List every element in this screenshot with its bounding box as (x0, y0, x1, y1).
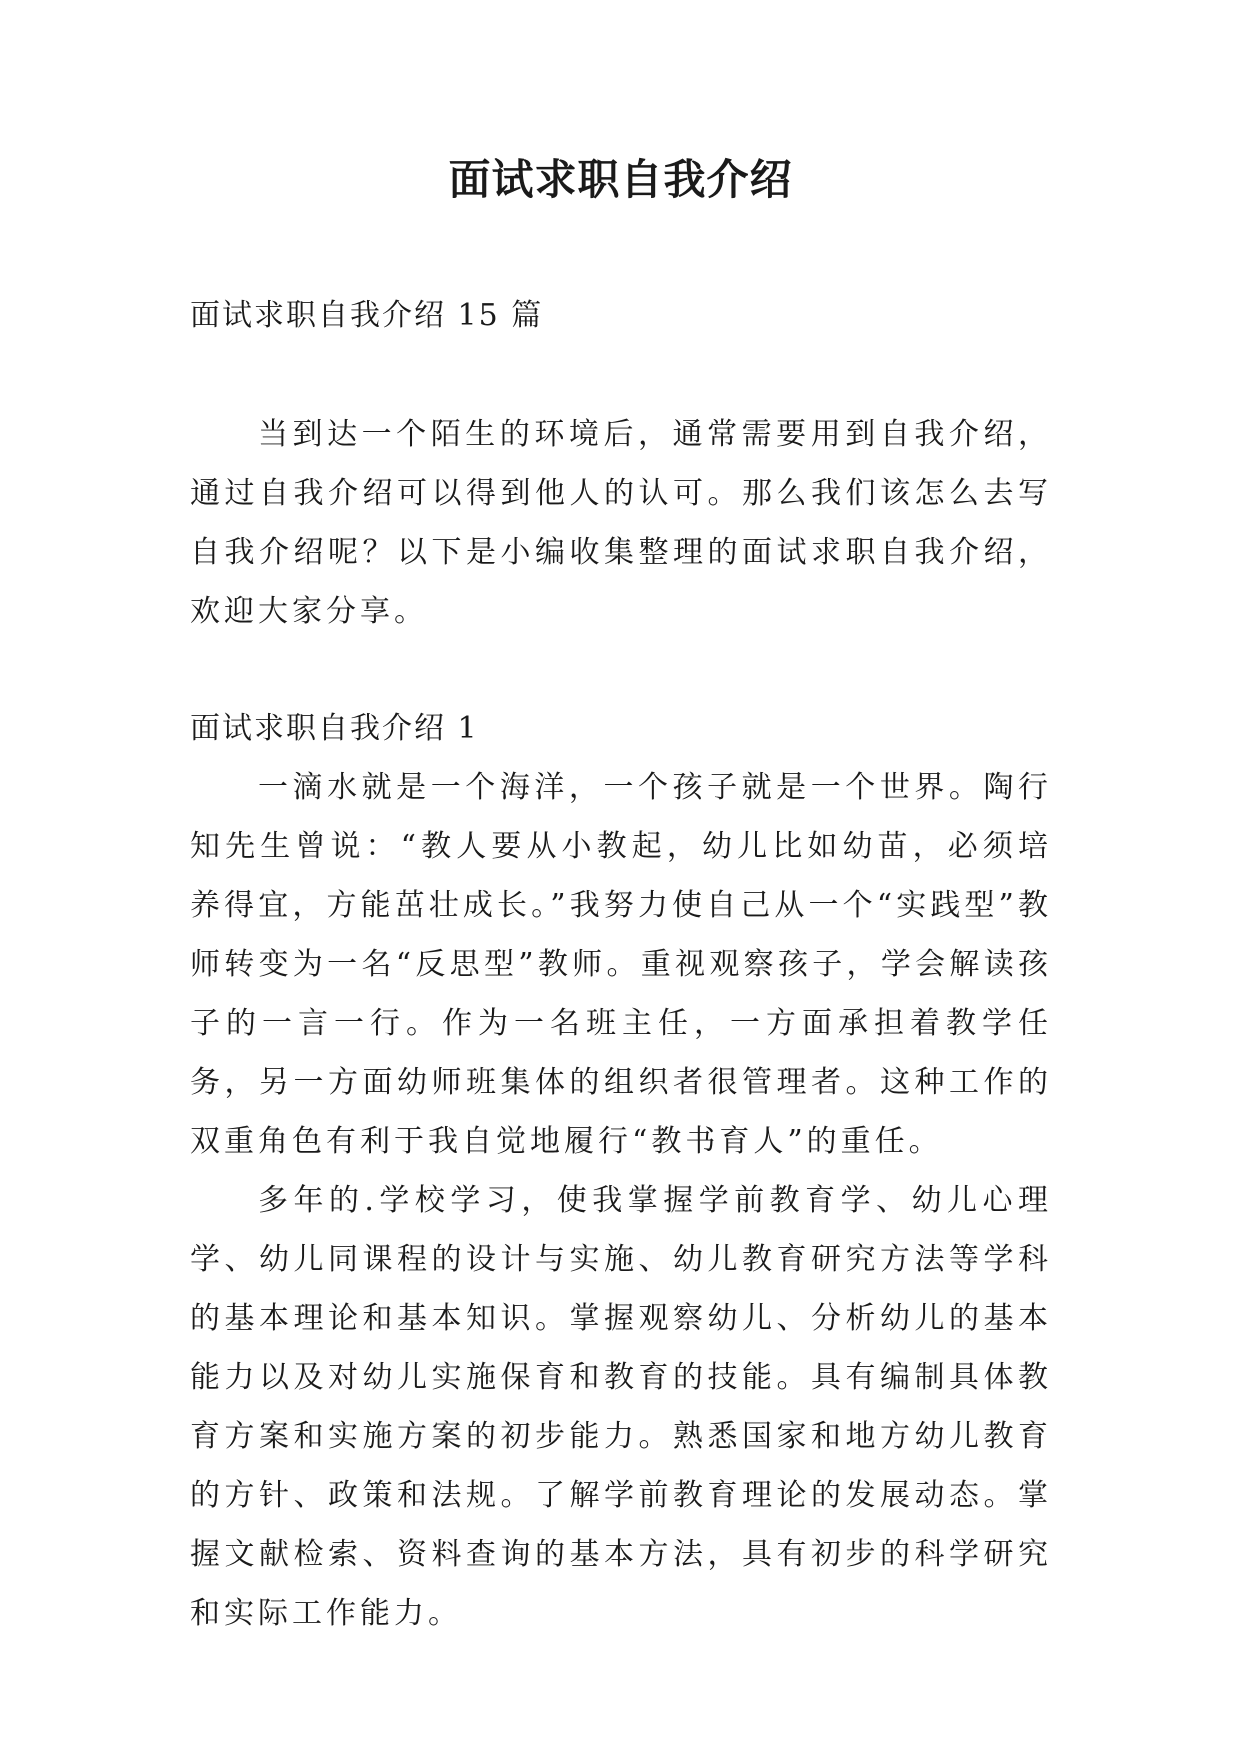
intro-paragraph: 当到达一个陌生的环境后，通常需要用到自我介绍，通过自我介绍可以得到他人的认可。那么我们该怎么去写自我介绍呢？以下是小编收集整理的面试求职自我介绍，欢迎大家分享。 (190, 417, 1052, 629)
document-title: 面试求职自我介绍 (448, 155, 793, 204)
spacer (190, 345, 1052, 405)
body-paragraph: 多年的.学校学习，使我掌握学前教育学、幼儿心理学、幼儿同课程的设计与实施、幼儿教育研究方法等学科的基本理论和基本知识。掌握观察幼儿、分析幼儿的基本能力以及对幼儿实施保育和教育的技能。具有编制具体教育方案和实施方案的初步能力。熟悉国家和地方幼儿教育的方针、政策和法规。了解学前教育理论的发展动态。掌握文献检索、资料查询的基本方法，具有初步的科学研究和实际工作能力。 (190, 1183, 1052, 1631)
section-heading: 面试求职自我介绍 1 (190, 711, 479, 746)
body-paragraph: 一滴水就是一个海洋，一个孩子就是一个世界。陶行知先生曾说：“教人要从小教起，幼儿比如幼苗，必须培养得宜，方能茁壮成长。”我努力使自己从一个“实践型”教师转变为一名“反思型”教师。重视观察孩子，学会解读孩子的一言一行。作为一名班主任，一方面承担着教学任务，另一方面幼师班集体的组织者很管理者。这种工作的双重角色有利于我自觉地履行“教书育人”的重任。 (190, 770, 1052, 1159)
spacer (190, 641, 1052, 699)
document-body (190, 286, 1052, 1643)
document-subtitle: 面试求职自我介绍 15 篇 (190, 298, 544, 333)
